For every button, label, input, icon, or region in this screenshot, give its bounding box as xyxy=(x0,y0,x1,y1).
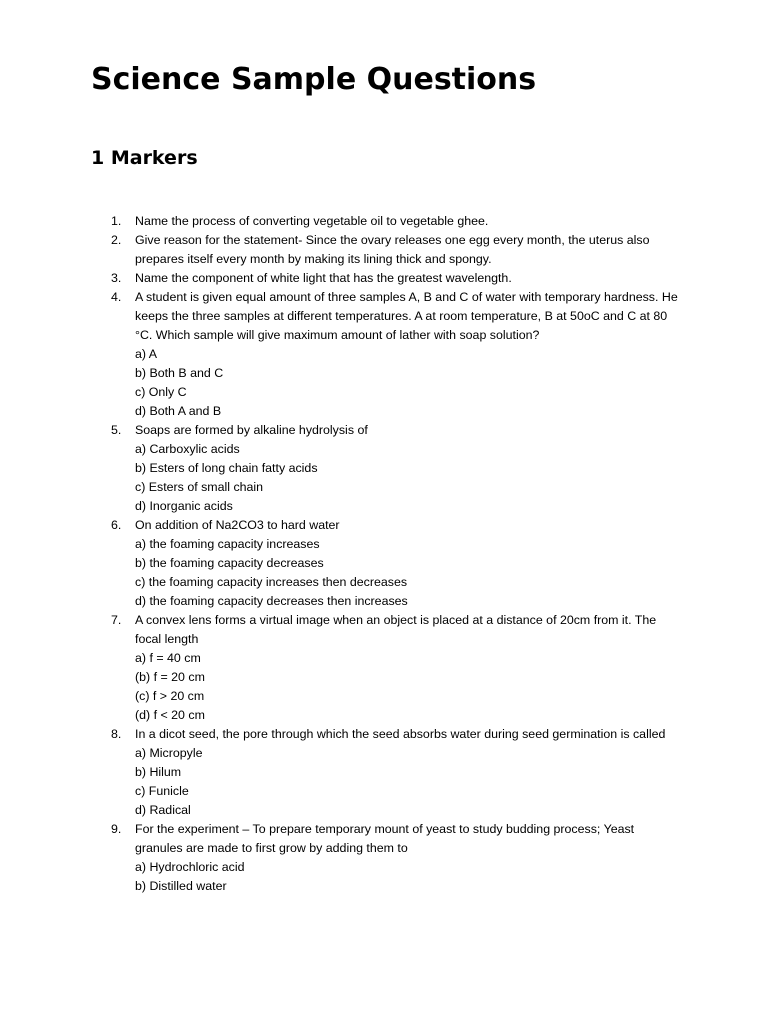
question-item xyxy=(91,725,681,820)
answer-option: a) Hydrochloric acid xyxy=(135,860,245,874)
question-number: 2. xyxy=(111,233,122,247)
question-text: Soaps are formed by alkaline hydrolysis of xyxy=(135,423,368,437)
answer-option: a) A xyxy=(135,347,158,361)
answer-option: a) Micropyle xyxy=(135,746,203,760)
answer-option: c) Only C xyxy=(135,385,187,399)
section-heading: 1 Markers xyxy=(91,147,198,169)
answer-option: d) the foaming capacity decreases then increases xyxy=(135,594,408,608)
answer-option: a) f = 40 cm xyxy=(135,651,201,665)
answer-option: a) the foaming capacity increases xyxy=(135,537,320,551)
answer-option: b) Distilled water xyxy=(135,879,227,893)
question-number: 7. xyxy=(111,613,122,627)
question-number: 9. xyxy=(111,822,122,836)
question-number: 8. xyxy=(111,727,122,741)
answer-option: d) Inorganic acids xyxy=(135,499,233,513)
document-title: Science Sample Questions xyxy=(91,62,537,97)
answer-option: b) Both B and C xyxy=(135,366,224,380)
answer-option: (c) f > 20 cm xyxy=(135,689,205,703)
answer-option: c) the foaming capacity increases then decreases xyxy=(135,575,408,589)
question-text: Name the process of converting vegetable oil to vegetable ghee. xyxy=(135,214,489,228)
answer-option: b) Hilum xyxy=(135,765,182,779)
question-text: Name the component of white light that has the greatest wavelength. xyxy=(135,271,512,285)
question-item xyxy=(91,269,681,288)
question-number: 3. xyxy=(111,271,122,285)
answer-option: c) Esters of small chain xyxy=(135,480,264,494)
answer-option: (b) f = 20 cm xyxy=(135,670,205,684)
question-item xyxy=(91,212,681,231)
question-item xyxy=(91,611,681,725)
question-item xyxy=(91,820,681,896)
question-list xyxy=(91,212,681,896)
question-text: Give reason for the statement- Since the ovary releases one egg every month, the uterus also prepares itself every month by making its lining thick and spongy. xyxy=(135,233,650,266)
question-item xyxy=(91,231,681,269)
question-item xyxy=(91,516,681,611)
question-text: A student is given equal amount of three samples A, B and C of water with temporary hardness. He keeps the three samples at different temperatures. A at room temperature, B at 50oC and C at 80 °C. Which sample will give maximum amount of lather with soap solution? xyxy=(135,290,678,342)
question-number: 6. xyxy=(111,518,122,532)
answer-option: b) Esters of long chain fatty acids xyxy=(135,461,318,475)
answer-option: (d) f < 20 cm xyxy=(135,708,205,722)
question-number: 4. xyxy=(111,290,122,304)
question-item xyxy=(91,421,681,516)
question-text: On addition of Na2CO3 to hard water xyxy=(135,518,340,532)
answer-option: a) Carboxylic acids xyxy=(135,442,240,456)
question-number: 1. xyxy=(111,214,122,228)
question-number: 5. xyxy=(111,423,122,437)
answer-option: d) Both A and B xyxy=(135,404,222,418)
answer-option: b) the foaming capacity decreases xyxy=(135,556,324,570)
question-text: In a dicot seed, the pore through which the seed absorbs water during seed germination is called xyxy=(135,727,666,741)
question-text: A convex lens forms a virtual image when an object is placed at a distance of 20cm from it. The focal length xyxy=(135,613,657,646)
answer-option: c) Funicle xyxy=(135,784,189,798)
question-text: For the experiment – To prepare temporary mount of yeast to study budding process; Yeast granules are made to first grow by adding them to xyxy=(135,822,635,855)
answer-option: d) Radical xyxy=(135,803,191,817)
question-item xyxy=(91,288,681,421)
